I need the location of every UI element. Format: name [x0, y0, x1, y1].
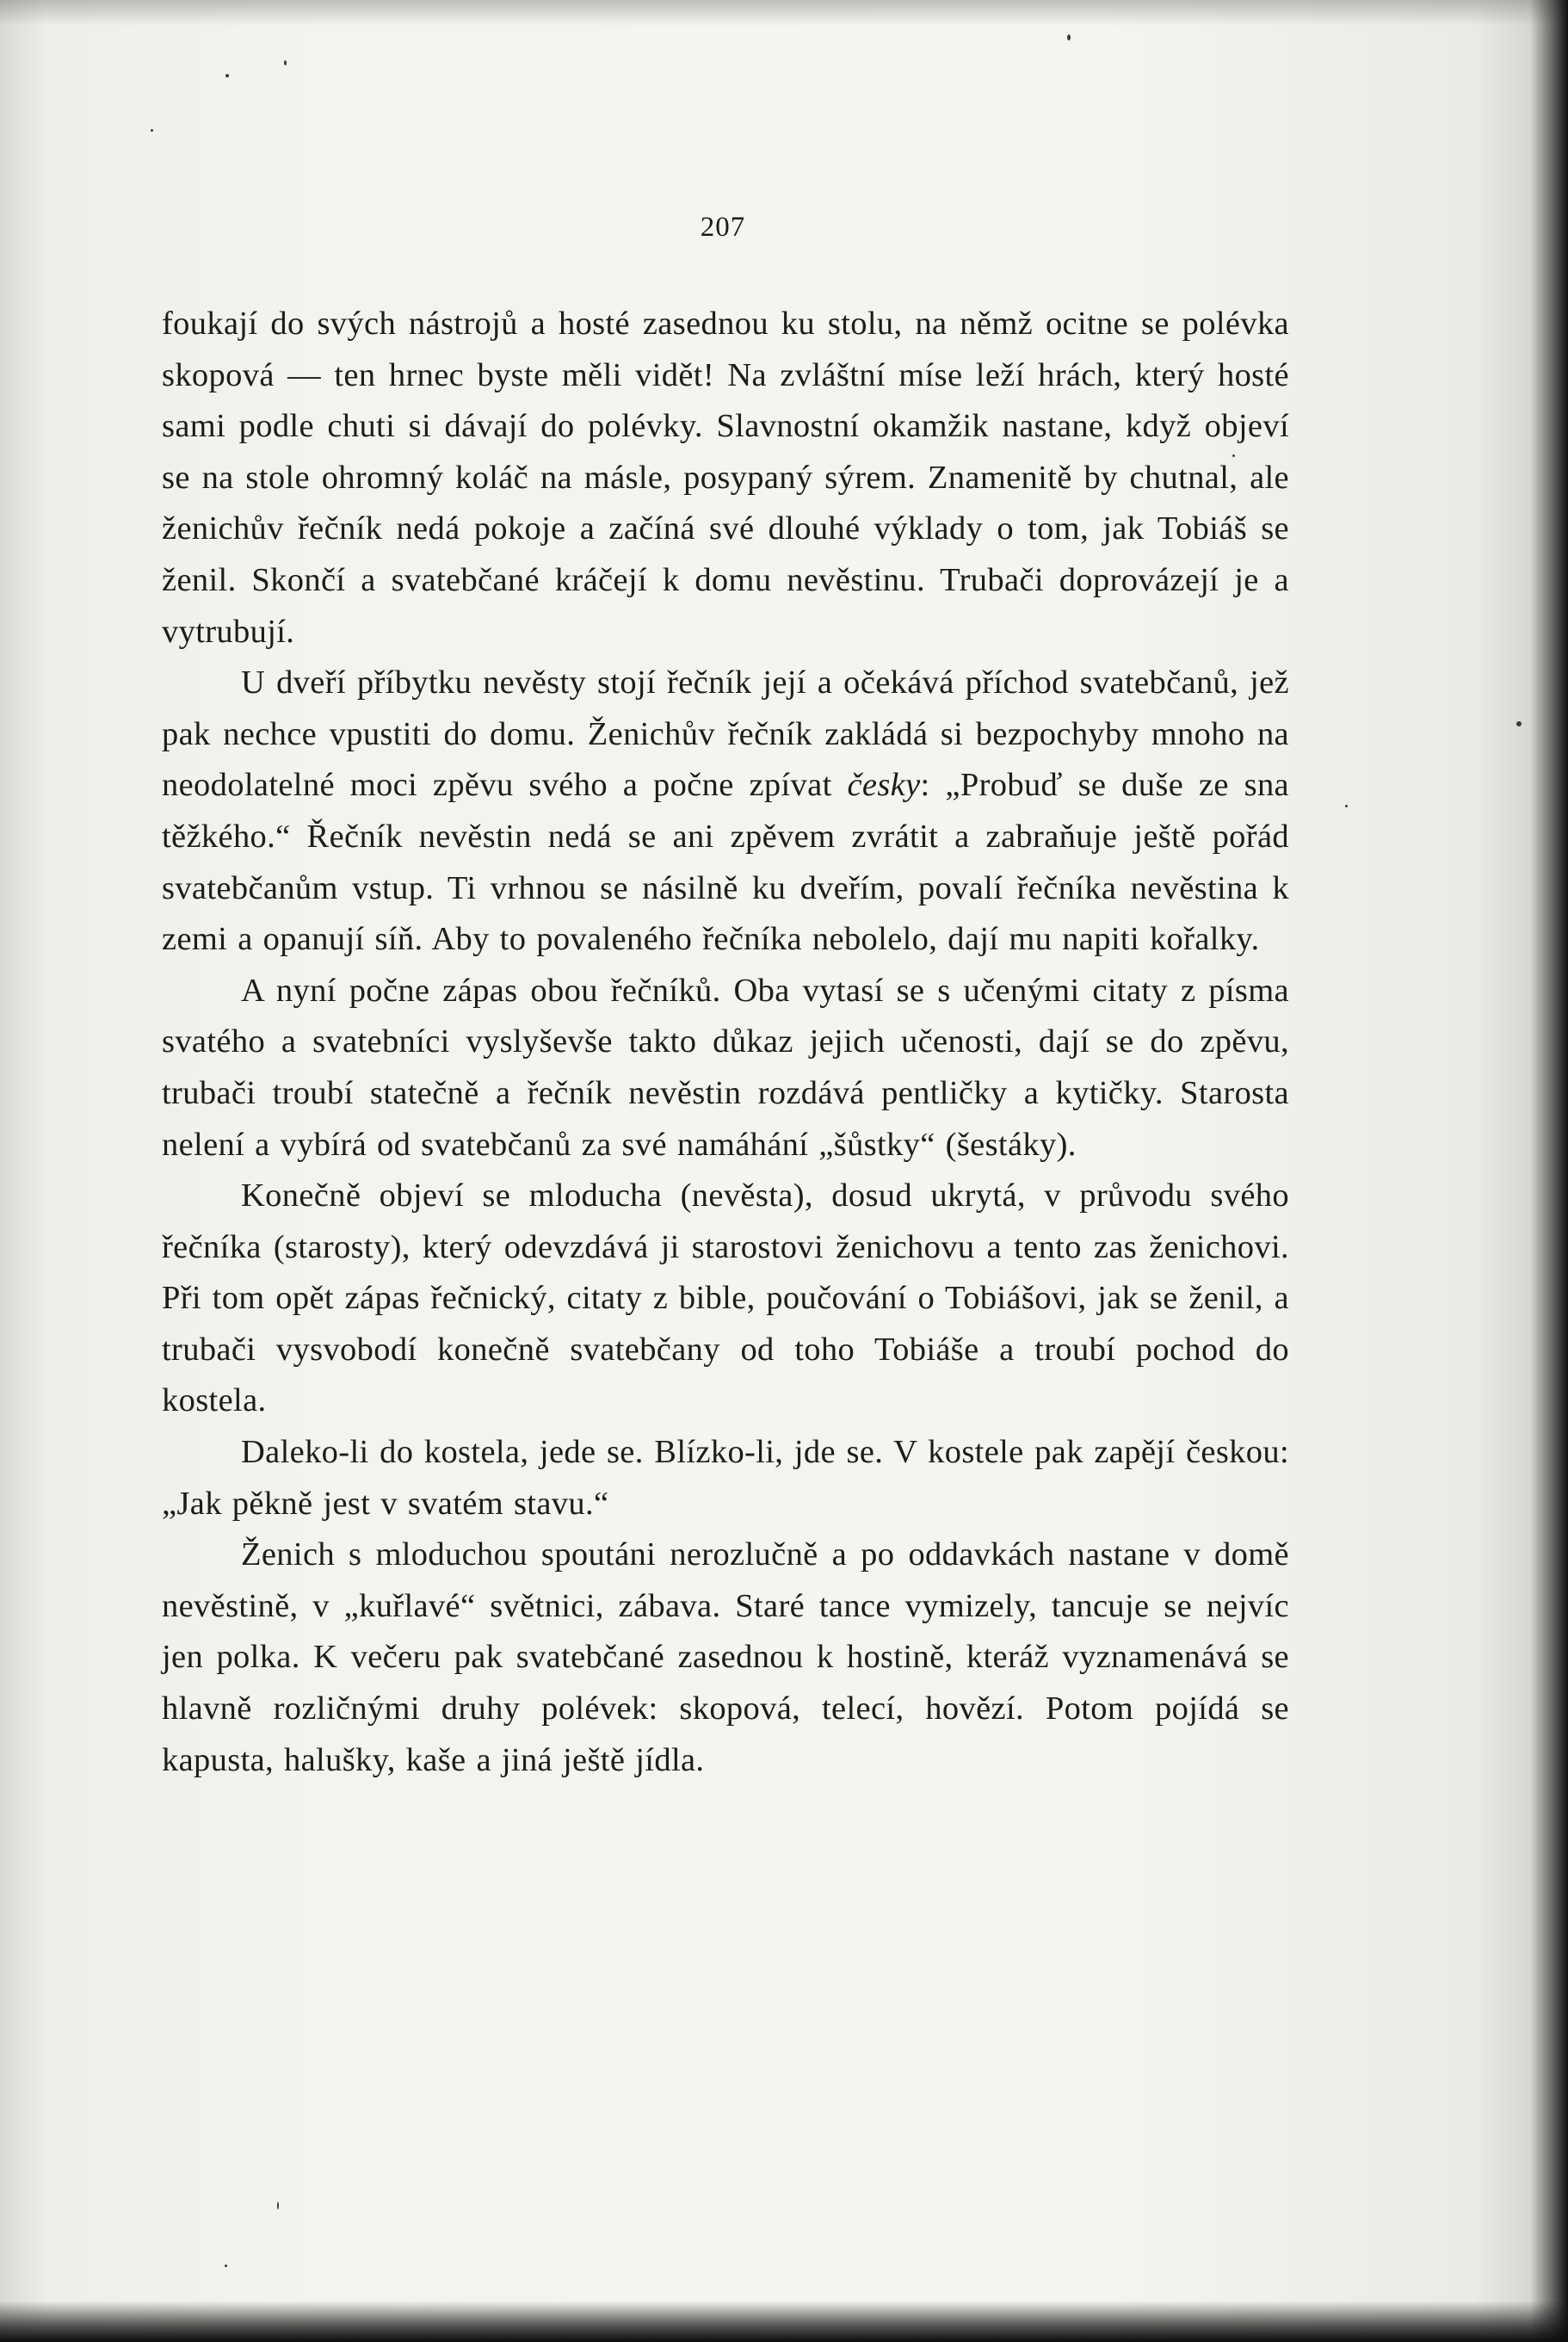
paragraph	[162, 1171, 1289, 1427]
scan-speck	[1516, 721, 1522, 726]
paragraph	[162, 1529, 1289, 1786]
scan-speck	[284, 60, 287, 65]
paragraph	[162, 1427, 1289, 1529]
scan-speck	[277, 2202, 279, 2209]
page-shadow-bottom	[0, 2301, 1568, 2342]
page-shadow-top	[0, 0, 1568, 26]
scan-speck	[1067, 34, 1071, 40]
body-text	[162, 299, 1289, 1786]
scan-speck	[225, 74, 229, 77]
scan-speck	[151, 129, 153, 132]
text-run: : „Probuď se duše ze sna těžkého.“ Řečník nevěstin nedá se ani zpěvem zvrátit a zabraňuje ještě pořád svatebčanům vstup. Ti vrhnou se násilně ku dveřím, povalí řečníka nevěstina k zemi a opanují síň. Aby to povaleného řečníka nebolelo, dají mu napiti kořalky.	[162, 767, 1289, 958]
text-run: Ženich s mloduchou spoutáni nerozlučně a po oddavkách nastane v domě nevěstině, v „kuřlavé“ světnici, zábava. Staré tance vymizely, tancuje se nejvíc jen polka. K večeru pak svatebčané zasednou k hostině, kteráž vyznamenává se hlavně rozličnými druhy polévek: skopová, telecí, hovězí. Potom pojídá se kapusta, halušky, kaše a jiná ještě jídla.	[162, 1536, 1289, 1778]
paragraph	[162, 299, 1289, 658]
text-run: U dveří příbytku nevěsty stojí řečník její a očekává příchod svatebčanů, jež pak nechce vpustiti do domu. Ženichův řečník zakládá si bezpochyby mnoho na neodolatelné moci zpěvu svého a počne zpívat	[162, 664, 1289, 804]
italic-text: česky	[847, 767, 921, 804]
paragraph	[162, 966, 1289, 1171]
paragraph	[162, 658, 1289, 966]
page-shadow-right	[1530, 0, 1568, 2342]
text-run: Konečně objeví se mloducha (nevěsta), dosud ukrytá, v průvodu svého řečníka (starosty), který odevzdává ji starostovi ženichovu a tento zas ženichovi. Při tom opět zápas řečnický, citaty z bible, poučování o Tobiášovi, jak se ženil, a trubači vysvobodí konečně svatebčany od toho Tobiáše a troubí pochod do kostela.	[162, 1177, 1289, 1419]
text-run: A nyní počne zápas obou řečníků. Oba vytasí se s učenými citaty z písma svatého a svatebníci vyslyševše takto důkaz jejich učenosti, dají se do zpěvu, trubači troubí statečně a řečník nevěstin rozdává pentličky a kytičky. Starosta nelení a vybírá od svatebčanů za své namáhání „šůstky“ (šestáky).	[162, 972, 1289, 1163]
page-number: 207	[700, 212, 746, 243]
text-run: Daleko-li do kostela, jede se. Blízko-li, jde se. V kostele pak zapějí českou: „Jak pěkně jest v svatém stavu.“	[162, 1434, 1289, 1522]
scan-speck	[1345, 805, 1348, 807]
text-run: foukají do svých nástrojů a hosté zasednou ku stolu, na němž ocitne se polévka skopová — ten hrnec byste měli vidět! Na zvláštní míse leží hrách, který hosté sami podle chuti si dávají do polévky. Slavnostní okamžik nastane, když objeví se na stole ohromný koláč na másle, posypaný sýrem. Znamenitě by chutnal, ale ženichův řečník nedá pokoje a začíná své dlouhé výklady o tom, jak Tobiáš se ženil. Skončí a svatebčané kráčejí k domu nevěstinu. Trubači doprovázejí je a vytrubují.	[162, 306, 1289, 650]
scan-speck	[225, 2265, 227, 2267]
